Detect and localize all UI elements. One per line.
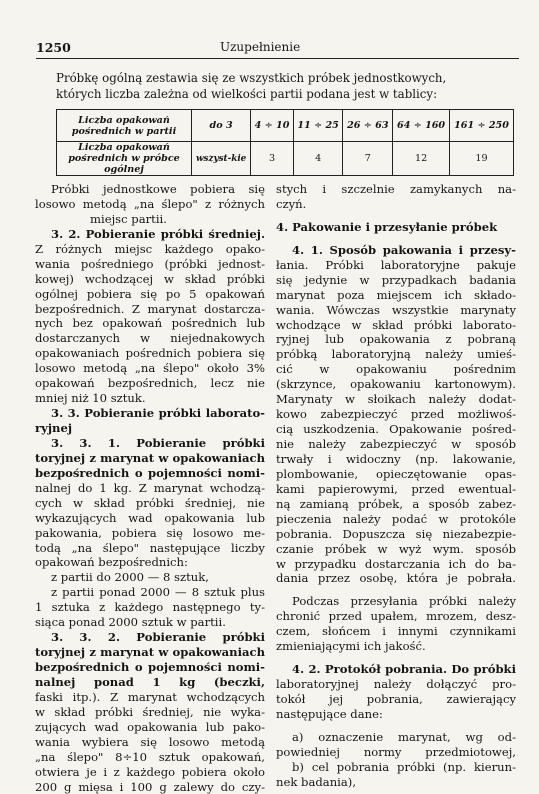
text-line: zmieniającymi ich jakość.	[276, 639, 516, 654]
text-line: todą „na ślepo" następujące liczby	[35, 541, 265, 556]
table-cell: wszyst-kie	[192, 142, 251, 176]
section-heading: 3. 3. 1. Pobieranie próbki	[35, 436, 265, 451]
table-cell: 64 ÷ 160	[393, 110, 450, 142]
section-heading: toryjnej z marynat w opakowaniach	[35, 645, 265, 660]
list-item: a) oznaczenie marynat, wg od-	[276, 730, 516, 745]
left-column	[35, 182, 265, 794]
text-line: próbką laboratoryjną należy umieś-	[276, 347, 516, 362]
table-row	[57, 110, 514, 142]
text-line: wania pośredniego (próbki jednost-	[35, 257, 265, 272]
text-line: cić w opakowaniu pośrednim	[276, 362, 516, 377]
text-line: cią uszkodzenia. Opakowanie pośred-	[276, 422, 516, 437]
text-line: kami papierowymi, przed ewentual-	[276, 482, 516, 497]
text-line: (skrzynce, opakowaniu kartonowym).	[276, 377, 516, 392]
section-heading: ryjnej	[35, 421, 265, 436]
table-cell: 7	[343, 142, 393, 176]
text-line: nych bez opakowań pośrednich lub	[35, 316, 265, 331]
text-line: opakowań bezpośrednich:	[35, 555, 265, 570]
text-line: Marynaty w słoikach należy dodat-	[276, 392, 516, 407]
text-line: łania. Próbki laboratoryjne pakuje	[276, 258, 516, 273]
section-heading: 3. 2. Pobieranie próbki średniej.	[35, 227, 265, 242]
text-line: opakowań bezpośrednich, lecz nie	[35, 376, 265, 391]
text-line: faski itp.). Z marynat wchodzących	[35, 690, 265, 705]
text-line: chronić przed upałem, mrozem, desz-	[276, 609, 516, 624]
text-line: 1 sztuka z każdego następnego ty-	[35, 600, 265, 615]
spacer	[276, 212, 516, 220]
text-line: bezpośrednich. Z marynat dostarcza-	[35, 302, 265, 317]
section-heading: 3. 3. Pobieranie próbki laborato-	[35, 406, 265, 421]
table-cell: 3	[251, 142, 294, 176]
text-line: kowej) wchodzącej w skład próbki	[35, 272, 265, 287]
text-line: dania przez osobę, która je pobrała.	[276, 571, 516, 586]
text-line: kowo zabezpieczyć przed możliwoś-	[276, 407, 516, 422]
table-cell: do 3	[192, 110, 251, 142]
section-heading: 4. Pakowanie i przesyłanie próbek	[276, 220, 516, 235]
spacer	[276, 654, 516, 662]
text-line: ogólnej pobiera się po 5 opakowań	[35, 287, 265, 302]
text-line: czanie próbek w wyż wym. sposób	[276, 542, 516, 557]
text-line: ryjnej lub opakowania z pobraną	[276, 332, 516, 347]
text-line: pieczenia należy podać w protokóle	[276, 512, 516, 527]
text-line: dostarczanych w niejednakowych	[35, 331, 265, 346]
text-line: czem, słońcem i innymi czynnikami	[276, 624, 516, 639]
text-line: losowo metodą „na ślepo" około 3%	[35, 361, 265, 376]
table-cell: 12	[393, 142, 450, 176]
text-line: wchodzące w skład próbki laborato-	[276, 318, 516, 333]
text-line: czyń.	[276, 197, 516, 212]
text-line: wania. Wówczas wszystkie marynaty	[276, 303, 516, 318]
text-line: nalnej do 1 kg. Z marynat wchodzą-	[35, 481, 265, 496]
text-line: zujących wad opakowania lub pako-	[35, 720, 265, 735]
text-line: Próbki jednostkowe pobiera się	[35, 182, 265, 197]
text-line: tokół jej pobrania, zawierający	[276, 692, 516, 707]
section-heading: 3. 3. 2. Pobieranie próbki	[35, 630, 265, 645]
text-line: się jedynie w przypadkach badania	[276, 273, 516, 288]
text-line: wykazujących wad opakowania lub	[35, 511, 265, 526]
text-line: następujące dane:	[276, 707, 516, 722]
text-line: plombowanie, opieczętowanie opas-	[276, 467, 516, 482]
text-line: 200 g mięsa i 100 g zalewy do czy-	[35, 780, 265, 794]
text-line: laboratoryjnej należy dołączyć pro-	[276, 677, 516, 692]
list-item: b) cel pobrania próbki (np. kierun-	[276, 760, 516, 775]
sample-size-table	[56, 109, 514, 176]
text-line: nie należy zabezpieczyć w sposób	[276, 437, 516, 452]
text-line: otwiera je i z każdego pobiera około	[35, 765, 265, 780]
text-line: stych i szczelnie zamykanych na-	[276, 182, 516, 197]
spacer	[276, 235, 516, 243]
text-line: mniej niż 10 sztuk.	[35, 391, 265, 406]
text-line: Podczas przesyłania próbki należy	[276, 594, 516, 609]
intro-line: których liczba zależna od wielkości partii podana jest w tablicy:	[56, 86, 516, 102]
row-label: Liczba opakowań pośrednich w próbce ogólnej	[57, 142, 192, 176]
section-heading: 4. 2. Protokół pobrania. Do próbki	[276, 662, 516, 677]
header-rule	[36, 58, 519, 59]
text-line: siąca ponad 2000 sztuk w partii.	[35, 615, 265, 630]
intro-line: Próbkę ogólną zestawia się ze wszystkich próbek jednostkowych,	[56, 70, 516, 86]
row-label: Liczba opakowań pośrednich w partii	[57, 110, 192, 142]
page-number: 1250	[36, 40, 71, 55]
right-column	[276, 182, 516, 790]
running-title: Uzupełnienie	[220, 40, 300, 54]
text-line: cych w skład próbki średniej, nie	[35, 496, 265, 511]
text-line: wania wybiera się losowo metodą	[35, 735, 265, 750]
text-line: w skład próbki średniej, nie wyka-	[35, 705, 265, 720]
table-cell: 26 ÷ 63	[343, 110, 393, 142]
table-row	[57, 142, 514, 176]
text-line: pobrania. Dopuszcza się niezabezpie-	[276, 527, 516, 542]
text-line: „na ślepo" 8÷10 sztuk opakowań,	[35, 750, 265, 765]
section-heading: bezpośrednich o pojemności nomi-	[35, 660, 265, 675]
text-line: ną zamianą próbek, a sposób zabez-	[276, 497, 516, 512]
text-line: miejsc partii.	[35, 212, 265, 227]
text-line: z partii do 2000 — 8 sztuk,	[35, 570, 265, 585]
section-heading: bezpośrednich o pojemności nomi-	[35, 466, 265, 481]
text-line: nek badania),	[276, 775, 516, 790]
table-cell: 11 ÷ 25	[293, 110, 343, 142]
text-line: powiedniej normy przedmiotowej,	[276, 745, 516, 760]
table-cell: 4 ÷ 10	[251, 110, 294, 142]
text-line: marynat poza miejscem ich składo-	[276, 288, 516, 303]
text-line: Z różnych miejsc każdego opako-	[35, 242, 265, 257]
spacer	[276, 586, 516, 594]
section-heading: toryjnej z marynat w opakowaniach	[35, 451, 265, 466]
section-heading: nalnej ponad 1 kg (beczki,	[35, 675, 265, 690]
section-heading: 4. 1. Sposób pakowania i przesy-	[276, 243, 516, 258]
table-cell: 19	[450, 142, 514, 176]
table-cell: 4	[293, 142, 343, 176]
table-cell: 161 ÷ 250	[450, 110, 514, 142]
text-line: trwały i widoczny (np. lakowanie,	[276, 452, 516, 467]
text-line: opakowaniach pośrednich pobiera się	[35, 346, 265, 361]
spacer	[276, 722, 516, 730]
text-line: pakowania, pobiera się losowo me-	[35, 526, 265, 541]
text-line: z partii ponad 2000 — 8 sztuk plus	[35, 585, 265, 600]
text-line: w przypadku dostarczania ich do ba-	[276, 557, 516, 572]
text-line: losowo metodą „na ślepo" z różnych	[35, 197, 265, 212]
